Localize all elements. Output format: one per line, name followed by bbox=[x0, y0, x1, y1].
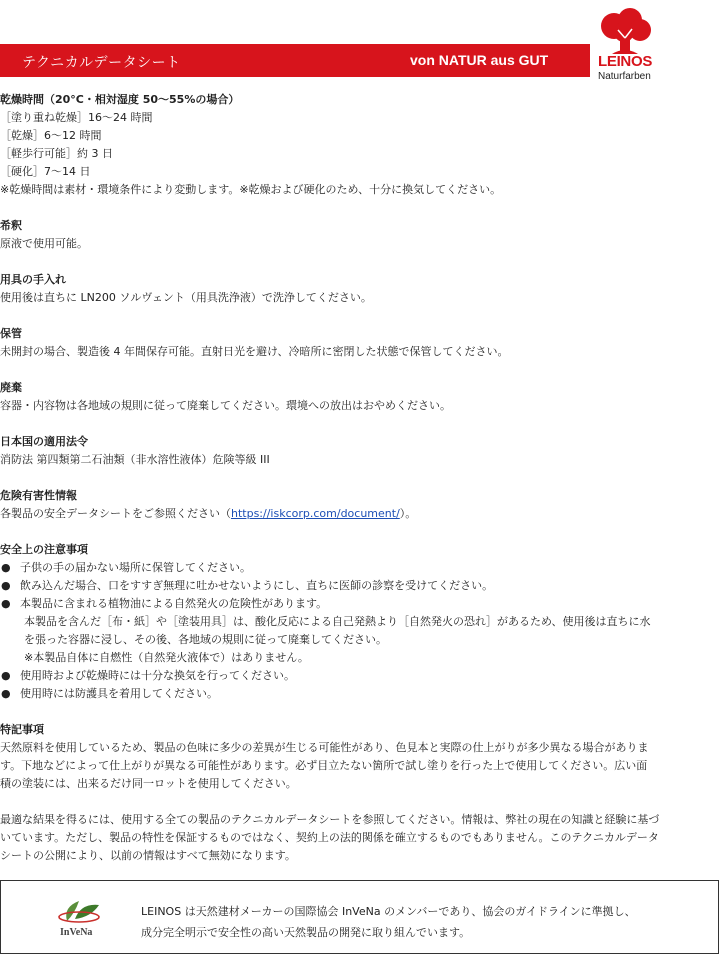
hazard-text-after: ）。 bbox=[399, 507, 417, 520]
leinos-logo bbox=[594, 8, 716, 100]
list-subtext: ※本製品自体に自燃性（自然発火液体で）はありません。 bbox=[24, 651, 309, 664]
bullet-icon: ● bbox=[1, 669, 11, 682]
footer-line: LEINOS は天然建材メーカーの国際協会 InVeNa のメンバーであり、協会のガイドラインに準拠し、 bbox=[141, 905, 636, 918]
section-title: 乾燥時間（20°C・相対湿度 50〜55%の場合） bbox=[0, 93, 240, 106]
section-tool-care bbox=[0, 271, 720, 307]
list-item-text: 子供の手の届かない場所に保管してください。 bbox=[20, 561, 251, 574]
drying-line: ［硬化］7〜14 日 bbox=[0, 165, 91, 178]
list-item-text: 使用時には防護具を着用してください。 bbox=[20, 687, 218, 700]
disclaimer-paragraph bbox=[0, 811, 720, 865]
section-title: 特記事項 bbox=[0, 723, 44, 736]
drying-line: ［塗り重ね乾燥］16〜24 時間 bbox=[0, 111, 153, 124]
list-item bbox=[0, 559, 720, 577]
section-hazard-info bbox=[0, 487, 720, 523]
header-bar bbox=[0, 44, 590, 77]
section-title: 危険有害性情報 bbox=[0, 489, 77, 502]
list-subtext: を張った容器に浸し、その後、各地域の規則に従って廃棄してください。 bbox=[24, 633, 387, 646]
document-body bbox=[0, 91, 720, 883]
list-item bbox=[0, 577, 720, 595]
section-disposal bbox=[0, 379, 720, 415]
section-title: 保管 bbox=[0, 327, 22, 340]
bullet-icon: ● bbox=[1, 579, 11, 592]
logo-subtitle: Naturfarben bbox=[598, 71, 651, 82]
section-storage bbox=[0, 325, 720, 361]
section-text bbox=[0, 505, 720, 523]
disclaimer-line: いています。ただし、製品の特性を保証するものではなく、契約上の法的関係を確立するものでもありません。このテクニカルデータ bbox=[0, 831, 659, 844]
section-text: 使用後は直ちに LN200 ソルヴェント（用具洗浄液）で洗浄してください。 bbox=[0, 291, 372, 304]
list-item-text: 使用時および乾燥時には十分な換気を行ってください。 bbox=[20, 669, 295, 682]
notes-line: 天然原料を使用しているため、製品の色味に多少の差異が生じる可能性があり、色見本と実際の仕上がりが多少異なる場合がありま bbox=[0, 741, 649, 754]
list-item-text: 本製品に含まれる植物油による自然発火の危険性があります。 bbox=[20, 597, 328, 610]
section-text: 未開封の場合、製造後 4 年間保存可能。直射日光を避け、冷暗所に密閉した状態で保管してください。 bbox=[0, 345, 509, 358]
bullet-icon: ● bbox=[1, 687, 11, 700]
brand-slogan: von NATUR aus GUT bbox=[410, 52, 549, 68]
section-special-notes bbox=[0, 721, 720, 793]
drying-note: ※乾燥時間は素材・環境条件により変動します。※乾燥および硬化のため、十分に換気してください。 bbox=[0, 183, 502, 196]
sds-link[interactable]: https://iskcorp.com/document/ bbox=[231, 507, 400, 520]
disclaimer-line: 最適な結果を得るには、使用する全ての製品のテクニカルデータシートを参照してください。情報は、弊社の現在の知識と経験に基づ bbox=[0, 813, 660, 826]
drying-line: ［軽歩行可能］約 3 日 bbox=[0, 147, 113, 160]
logo-brand-text: LEINOS bbox=[598, 53, 653, 70]
list-item-text: 飲み込んだ場合、口をすすぎ無理に吐かせないようにし、直ちに医師の診察を受けてください。 bbox=[20, 579, 494, 592]
list-item bbox=[0, 685, 720, 703]
drying-line: ［乾燥］6〜12 時間 bbox=[0, 129, 102, 142]
list-item bbox=[0, 595, 720, 613]
notes-line: す。下地などによって仕上がりが異なる可能性があります。必ず目立たない箇所で試し塗りを行った上で使用してください。広い面 bbox=[0, 759, 648, 772]
tree-icon bbox=[594, 8, 656, 56]
section-text: 原液で使用可能。 bbox=[0, 237, 88, 250]
footer-box bbox=[0, 880, 719, 954]
section-title: 希釈 bbox=[0, 219, 22, 232]
invena-logo-text: InVeNa bbox=[60, 927, 93, 938]
list-item bbox=[0, 667, 720, 685]
section-text: 消防法 第四類第二石油類（非水溶性液体）危険等級 III bbox=[0, 453, 270, 466]
bullet-icon: ● bbox=[1, 561, 11, 574]
section-dilution bbox=[0, 217, 720, 253]
section-title: 日本国の適用法令 bbox=[0, 435, 88, 448]
bullet-icon: ● bbox=[1, 597, 11, 610]
section-applicable-law bbox=[0, 433, 720, 469]
notes-line: 積の塗装には、出来るだけ同一ロットを使用してください。 bbox=[0, 777, 297, 790]
section-safety bbox=[0, 541, 720, 703]
list-subtext: 本製品を含んだ［布・紙］や［塗装用具］は、酸化反応による自己発熱より［自然発火の恐れ］があるため、使用後は直ちに水 bbox=[24, 615, 651, 628]
section-title: 廃棄 bbox=[0, 381, 22, 394]
footer-text bbox=[141, 901, 636, 943]
document-type-title: テクニカルデータシート bbox=[22, 55, 181, 71]
section-text: 容器・内容物は各地域の規則に従って廃棄してください。環境への放出はおやめください。 bbox=[0, 399, 451, 412]
disclaimer-line: シートの公開により、以前の情報はすべて無効になります。 bbox=[0, 849, 296, 862]
section-drying bbox=[0, 91, 720, 199]
footer-line: 成分完全明示で安全性の高い天然製品の開発に取り組んでいます。 bbox=[141, 926, 471, 939]
hazard-text-before: 各製品の安全データシートをご参照ください（ bbox=[0, 507, 231, 520]
section-title: 用具の手入れ bbox=[0, 273, 66, 286]
section-title: 安全上の注意事項 bbox=[0, 543, 88, 556]
